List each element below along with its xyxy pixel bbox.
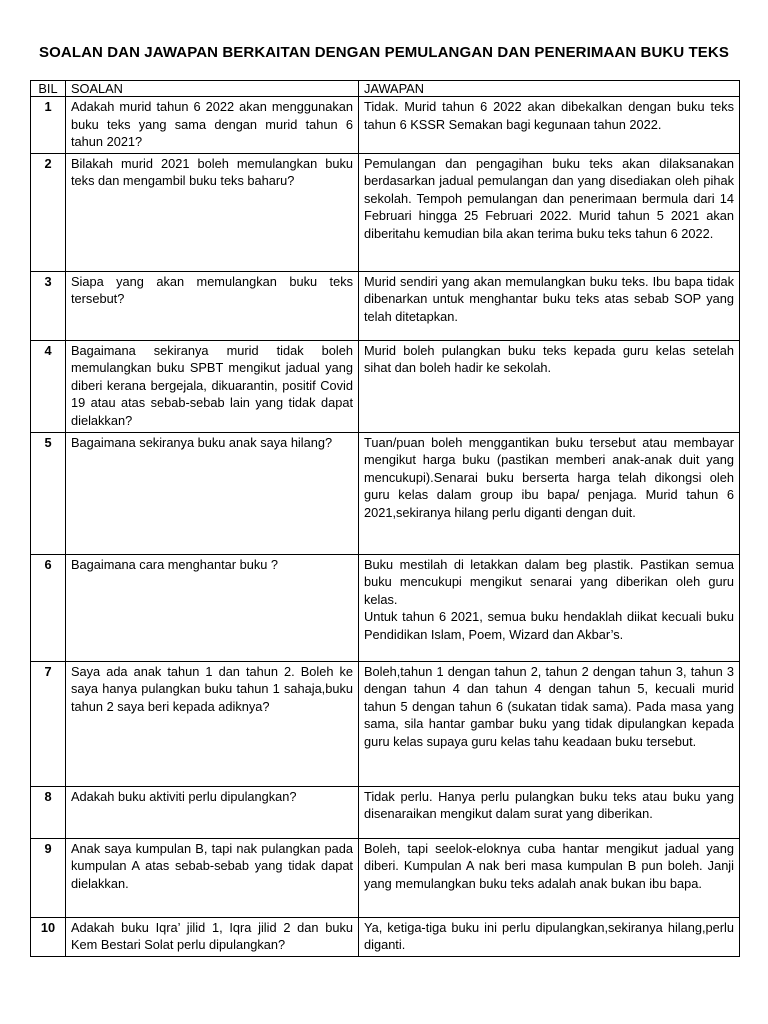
answer-paragraph: Untuk tahun 6 2021, semua buku hendaklah diikat kecuali buku Pendidikan Islam, Poem, Wizard dan Akbar’s. bbox=[364, 609, 734, 642]
row-number: 10 bbox=[31, 917, 66, 956]
row-number: 4 bbox=[31, 340, 66, 432]
table-row bbox=[31, 432, 740, 554]
header-jawapan: JAWAPAN bbox=[359, 81, 740, 97]
table-row bbox=[31, 786, 740, 838]
header-soalan: SOALAN bbox=[66, 81, 359, 97]
row-number: 2 bbox=[31, 153, 66, 271]
answer-cell bbox=[359, 661, 740, 786]
row-number: 1 bbox=[31, 97, 66, 154]
answer-cell bbox=[359, 786, 740, 838]
question-cell: Bagaimana sekiranya murid tidak boleh memulangkan buku SPBT mengikut jadual yang diberi kerana bergejala, dikuarantin, positif Covid 19 atau atas sebab-sebab lain yang tidak dapat dielakkan? bbox=[66, 340, 359, 432]
table-row bbox=[31, 661, 740, 786]
question-cell: Adakah buku Iqra’ jilid 1, Iqra jilid 2 dan buku Kem Bestari Solat perlu dipulangkan? bbox=[66, 917, 359, 956]
row-number: 6 bbox=[31, 554, 66, 661]
question-cell: Saya ada anak tahun 1 dan tahun 2. Boleh ke saya hanya pulangkan buku tahun 1 sahaja,buku tahun 2 saya beri kepada adiknya? bbox=[66, 661, 359, 786]
table-row bbox=[31, 97, 740, 154]
question-cell: Adakah buku aktiviti perlu dipulangkan? bbox=[66, 786, 359, 838]
table-row bbox=[31, 554, 740, 661]
answer-cell bbox=[359, 432, 740, 554]
table-header-row bbox=[31, 81, 740, 97]
header-bil: BIL bbox=[31, 81, 66, 97]
answer-paragraph: Tuan/puan boleh menggantikan buku tersebut atau membayar mengikut harga buku (pastikan memberi anak-anak duit yang mencukupi).Senarai buku berserta harga telah dikongsi oleh guru kelas dalam group ibu bapa/ penjaga. Murid tahun 6 2021,sekiranya hilang perlu diganti dengan duit. bbox=[364, 434, 734, 520]
question-cell: Bagaimana cara menghantar buku ? bbox=[66, 554, 359, 661]
answer-paragraph: Ya, ketiga-tiga buku ini perlu dipulangkan,sekiranya hilang,perlu diganti. bbox=[364, 919, 734, 952]
answer-paragraph: Tidak. Murid tahun 6 2022 akan dibekalkan dengan buku teks tahun 6 KSSR Semakan bagi kegunaan tahun 2022. bbox=[364, 99, 734, 132]
answer-paragraph: Tidak perlu. Hanya perlu pulangkan buku teks atau buku yang disenaraikan mengikut dalam surat yang diberikan. bbox=[364, 788, 734, 821]
row-number: 7 bbox=[31, 661, 66, 786]
answer-paragraph: Murid sendiri yang akan memulangkan buku teks. Ibu bapa tidak dibenarkan untuk menghantar buku teks atas sebab SOP yang telah ditetapkan. bbox=[364, 273, 734, 324]
answer-paragraph: Pemulangan dan pengagihan buku teks akan dilaksanakan berdasarkan jadual pemulangan dan yang disediakan oleh pihak sekolah. Tempoh pemulangan dan penerimaan bermula dari 14 Februari hingga 25 Februari 2022. Murid tahun 5 2021 akan diberitahu kemudian bila akan terima buku teks tahun 6 2022. bbox=[364, 155, 734, 241]
row-number: 9 bbox=[31, 838, 66, 917]
answer-cell bbox=[359, 554, 740, 661]
answer-paragraph: Boleh, tapi seelok-eloknya cuba hantar mengikut jadual yang diberi. Kumpulan A nak beri masa kumpulan B pun boleh. Janji yang memulangkan buku teks adalah anak bukan ibu bapa. bbox=[364, 840, 734, 891]
table-row bbox=[31, 917, 740, 956]
question-cell: Siapa yang akan memulangkan buku teks tersebut? bbox=[66, 271, 359, 340]
answer-paragraph: Murid boleh pulangkan buku teks kepada guru kelas setelah sihat dan boleh hadir ke sekolah. bbox=[364, 342, 734, 375]
row-number: 5 bbox=[31, 432, 66, 554]
answer-cell bbox=[359, 271, 740, 340]
answer-cell bbox=[359, 838, 740, 917]
table-row bbox=[31, 838, 740, 917]
answer-cell bbox=[359, 153, 740, 271]
table-row bbox=[31, 153, 740, 271]
faq-table bbox=[30, 80, 740, 957]
row-number: 3 bbox=[31, 271, 66, 340]
answer-paragraph: Buku mestilah di letakkan dalam beg plastik. Pastikan semua buku mencukupi mengikut senarai yang diberikan oleh guru kelas. bbox=[364, 556, 734, 607]
table-row bbox=[31, 271, 740, 340]
question-cell: Adakah murid tahun 6 2022 akan menggunakan buku teks yang sama dengan murid tahun 6 tahun 2021? bbox=[66, 97, 359, 154]
question-cell: Anak saya kumpulan B, tapi nak pulangkan pada kumpulan A atas sebab-sebab yang tidak dapat dielakkan. bbox=[66, 838, 359, 917]
table-row bbox=[31, 340, 740, 432]
answer-cell bbox=[359, 97, 740, 154]
answer-cell bbox=[359, 340, 740, 432]
answer-cell bbox=[359, 917, 740, 956]
page-title: SOALAN DAN JAWAPAN BERKAITAN DENGAN PEMULANGAN DAN PENERIMAAN BUKU TEKS bbox=[39, 44, 729, 61]
row-number: 8 bbox=[31, 786, 66, 838]
question-cell: Bagaimana sekiranya buku anak saya hilang? bbox=[66, 432, 359, 554]
question-cell: Bilakah murid 2021 boleh memulangkan buku teks dan mengambil buku teks baharu? bbox=[66, 153, 359, 271]
answer-paragraph: Boleh,tahun 1 dengan tahun 2, tahun 2 dengan tahun 3, tahun 3 dengan tahun 4 dan tahun 4 dengan tahun 5, kecuali murid tahun 5 dengan tahun 6 (sukatan tidak sama). Pada masa yang sama, sila hantar gambar buku yang tidak dipulangkan kepada guru kelas supaya guru kelas tahu keadaan buku tersebut. bbox=[364, 663, 734, 749]
